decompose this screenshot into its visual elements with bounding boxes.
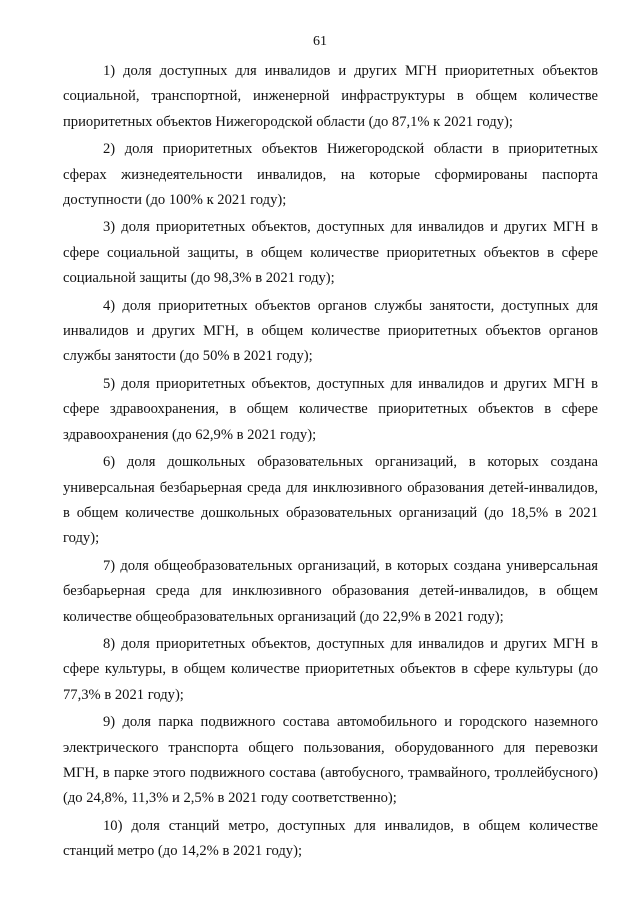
page-number: 61 (313, 34, 327, 49)
body-text (63, 59, 598, 867)
list-item: 3) доля приоритетных объектов, доступных для инвалидов и других МГН в сфере социальной защиты, в общем количестве приоритетных объектов в сфере социальной защиты (до 98,3% в 2021 году); (63, 219, 598, 287)
list-item: 5) доля приоритетных объектов, доступных для инвалидов и других МГН в сфере здравоохранения, в общем количестве приоритетных объектов в сфере здравоохранения (до 62,9% в 2021 году); (63, 375, 598, 443)
list-item: 10) доля станций метро, доступных для инвалидов, в общем количестве станций метро (до 14,2% в 2021 году); (63, 817, 598, 860)
list-item: 7) доля общеобразовательных организаций, в которых создана универсальная безбарьерная среда для инклюзивного образования детей-инвалидов, в общем количестве общеобразовательных организаций (до 22,9% в 2021 году); (63, 557, 598, 625)
list-item: 6) доля дошкольных образовательных организаций, в которых создана универсальная безбарьерная среда для инклюзивного образования детей-инвалидов, в общем количестве дошкольных образовательных организаций (до 18,5% в 2021 году); (63, 454, 598, 547)
list-item: 4) доля приоритетных объектов органов службы занятости, доступных для инвалидов и других МГН, в общем количестве приоритетных объектов органов службы занятости (до 50% в 2021 году); (63, 297, 598, 365)
list-item: 1) доля доступных для инвалидов и других МГН приоритетных объектов социальной, транспортной, инженерной инфраструктуры в общем количестве приоритетных объектов Нижегородской области (до 87,1% к 2021 году); (63, 63, 598, 130)
list-item: 8) доля приоритетных объектов, доступных для инвалидов и других МГН в сфере культуры, в общем количестве приоритетных объектов в сфере культуры (до 77,3% в 2021 году); (63, 635, 598, 703)
list-item: 2) доля приоритетных объектов Нижегородской области в приоритетных сферах жизнедеятельности инвалидов, на которые сформированы паспорта доступности (до 100% к 2021 году); (63, 141, 598, 209)
list-item: 9) доля парка подвижного состава автомобильного и городского наземного электрического транспорта общего пользования, оборудованного для перевозки МГН, в парке этого подвижного состава (автобусного, трамвайного, троллейбусного) (до 24,8%, 11,3% и 2,5% в 2021 году соответственно); (63, 714, 598, 807)
